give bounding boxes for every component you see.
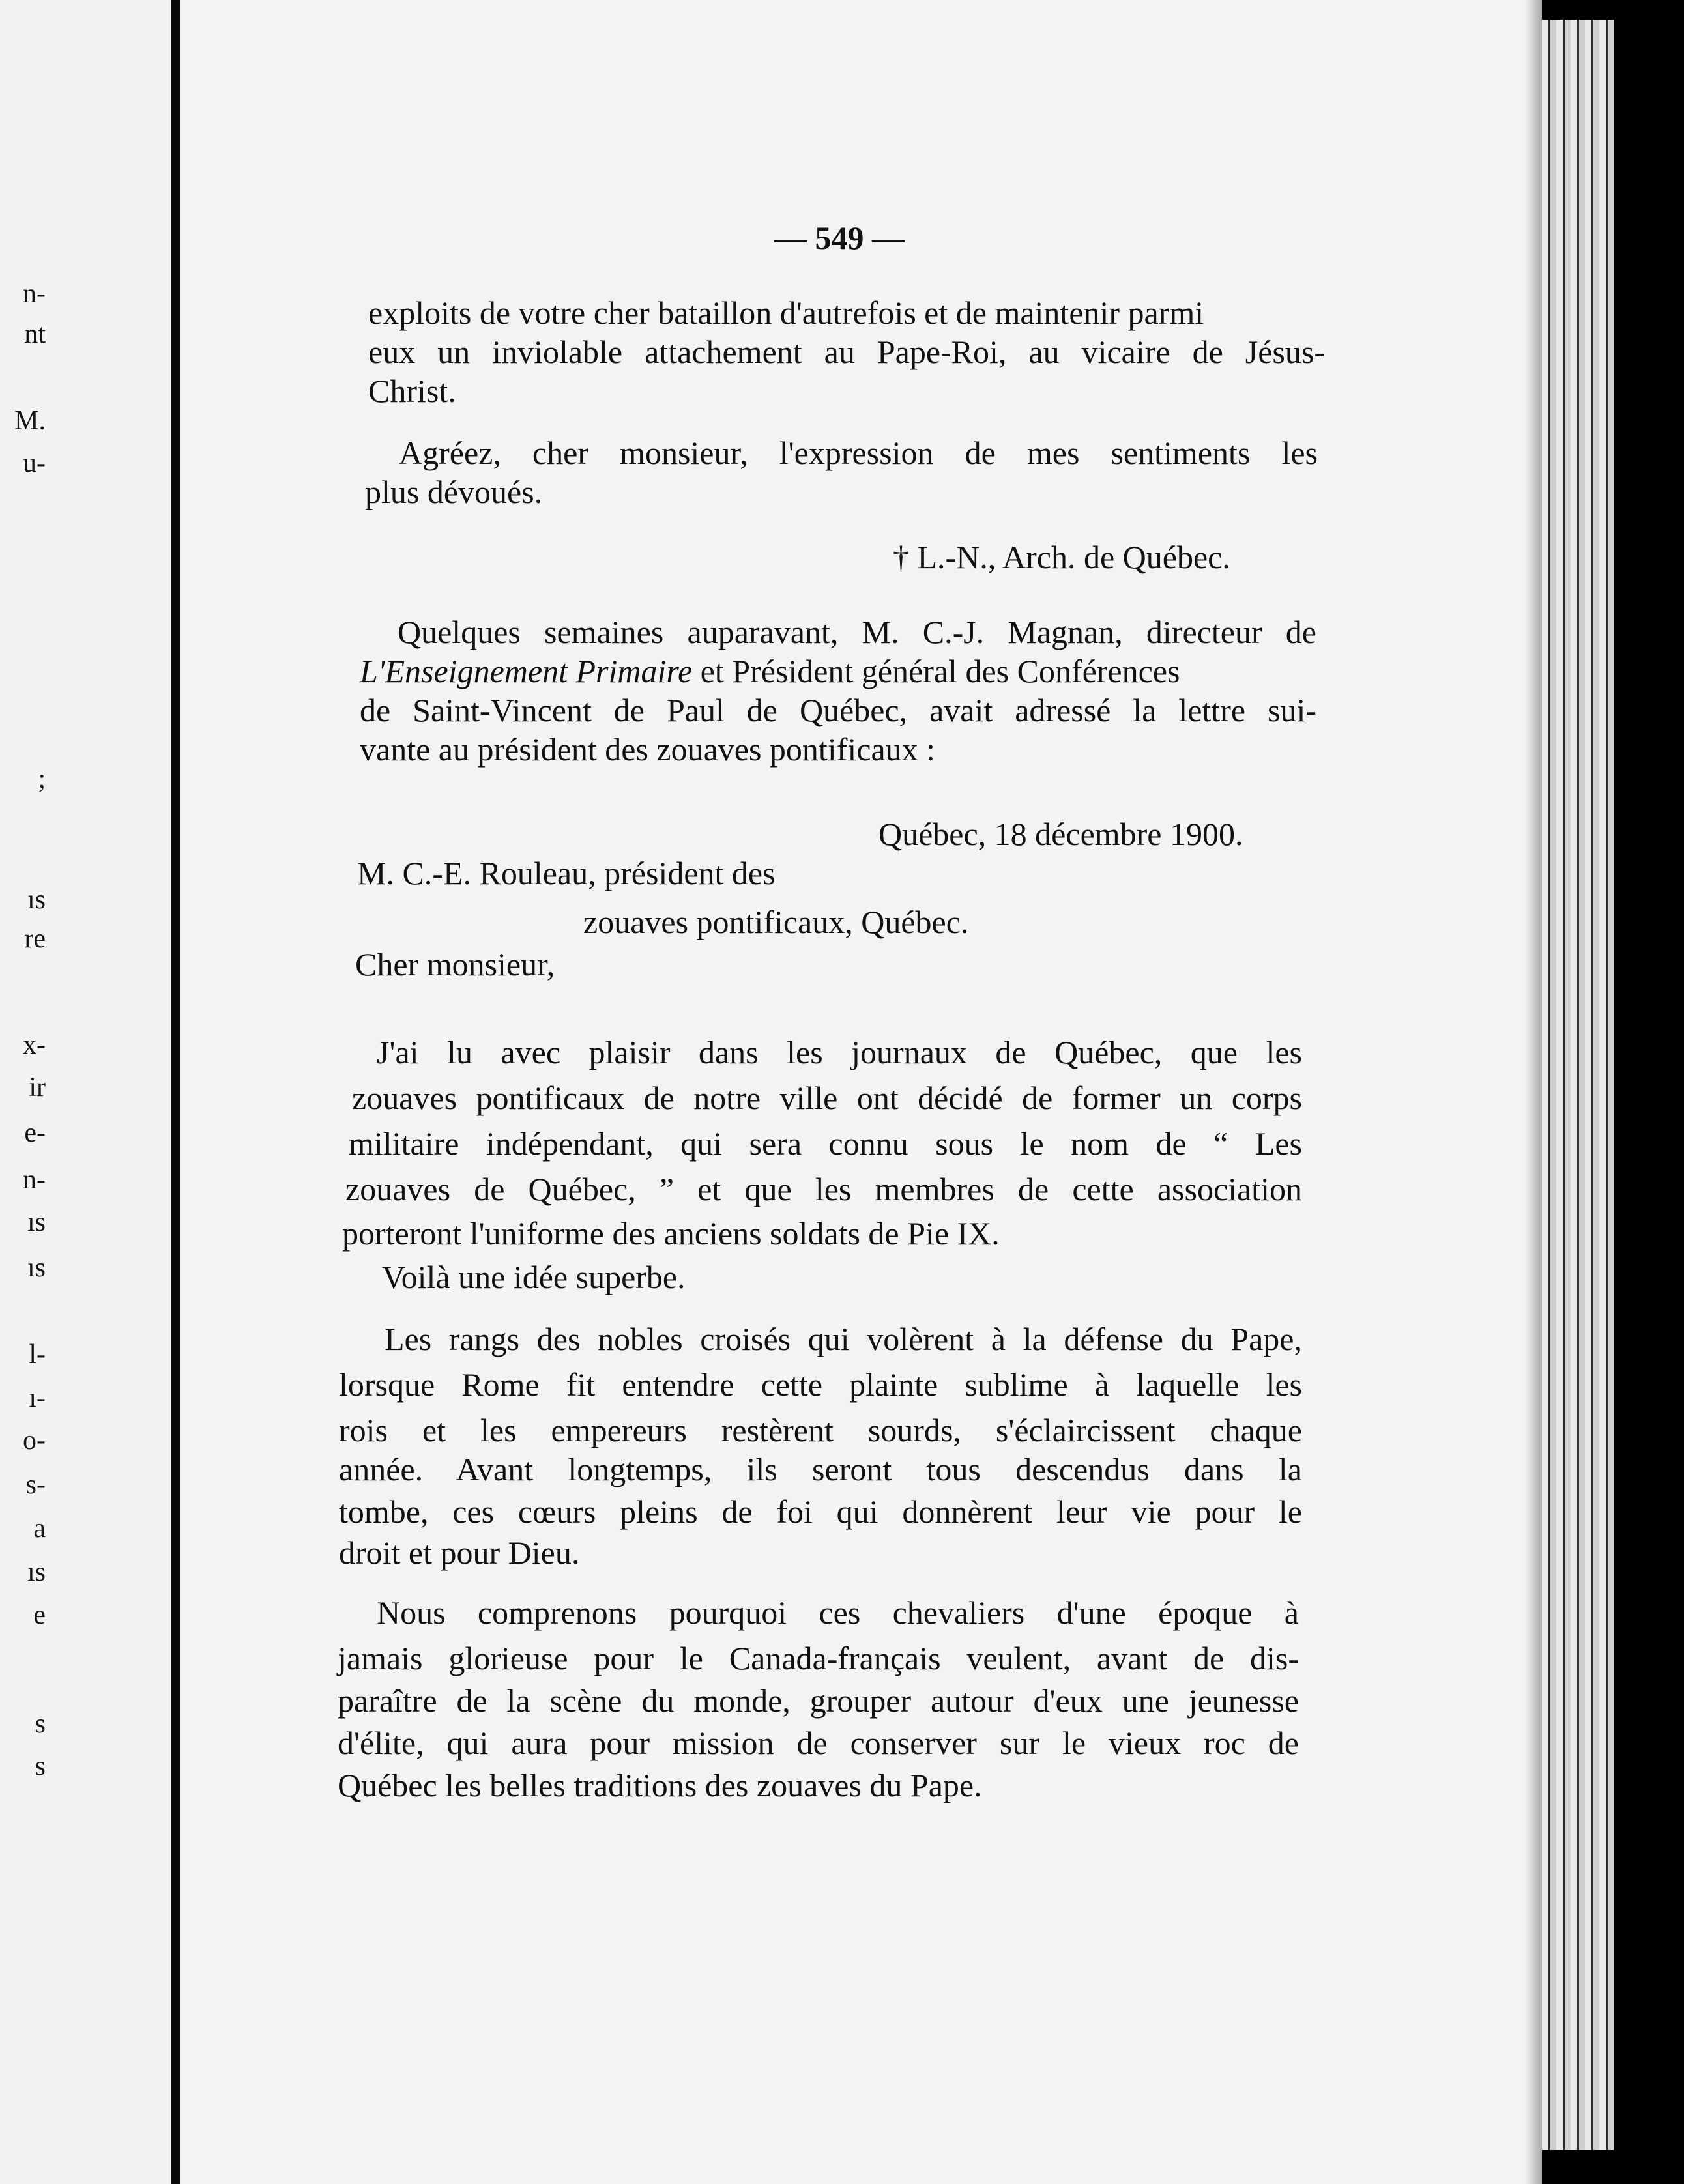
text-line: année. Avant longtemps, ils seront tous descendus dans la [339, 1451, 1302, 1487]
margin-fragment: x- [23, 1030, 46, 1060]
page-number: — 549 — [774, 220, 905, 256]
margin-fragment: ıs [27, 885, 46, 915]
text-line: rois et les empereurs restèrent sourds, s'éclaircissent chaque [339, 1412, 1302, 1448]
text-line: Voilà une idée superbe. [382, 1259, 686, 1295]
text-line: paraître de la scène du monde, grouper autour d'eux une jeunesse [338, 1682, 1299, 1719]
text-line: Nous comprenons pourquoi ces chevaliers d'une époque à [377, 1594, 1299, 1631]
margin-fragment: a [33, 1514, 46, 1544]
text-line: porteront l'uniforme des anciens soldats de Pie IX. [342, 1215, 1000, 1252]
text-line: vante au président des zouaves pontificaux : [360, 731, 936, 768]
publication-title: L'Enseignement Primaire [360, 653, 693, 689]
margin-fragment: ir [29, 1072, 46, 1102]
margin-fragment: s [35, 1709, 46, 1739]
text-line: exploits de votre cher bataillon d'autrefois et de maintenir parmi [368, 295, 1204, 331]
text-line: Les rangs des nobles croisés qui volèrent à la défense du Pape, [385, 1321, 1302, 1357]
text-line: Quelques semaines auparavant, M. C.-J. Magnan, directeur de [398, 614, 1316, 650]
book-fore-edge [1542, 20, 1614, 2150]
margin-fragment: ıs [27, 1207, 46, 1237]
margin-fragment: ıs [27, 1557, 46, 1587]
margin-fragment: nt [24, 319, 46, 349]
addressee-line: M. C.-E. Rouleau, président des [357, 855, 776, 891]
margin-fragment: o- [23, 1426, 46, 1456]
facing-page-edge [0, 0, 180, 2184]
text-line: J'ai lu avec plaisir dans les journaux de Québec, que les [377, 1034, 1302, 1070]
text-line: Christ. [368, 373, 456, 409]
margin-fragment: ıs [27, 1253, 46, 1283]
text-line: de Saint-Vincent de Paul de Québec, avait adressé la lettre sui- [360, 692, 1316, 728]
margin-fragment: e- [24, 1118, 46, 1148]
text-line: zouaves pontificaux de notre ville ont décidé de former un corps [352, 1080, 1302, 1116]
text-line: tombe, ces cœurs pleins de foi qui donnèrent leur vie pour le [339, 1493, 1302, 1530]
margin-fragment: n- [23, 1165, 46, 1195]
text-line: droit et pour Dieu. [339, 1534, 580, 1571]
text-line: d'élite, qui aura pour mission de conserver sur le vieux roc de [338, 1725, 1299, 1761]
margin-fragment: l- [29, 1340, 46, 1370]
text-line: Québec les belles traditions des zouaves du Pape. [338, 1767, 982, 1803]
text-line: lorsque Rome fit entendre cette plainte sublime à laquelle les [339, 1366, 1302, 1403]
margin-fragment: s- [25, 1470, 46, 1500]
margin-fragment: n- [23, 279, 46, 309]
salutation: Cher monsieur, [355, 946, 555, 983]
margin-fragment: re [24, 924, 46, 954]
letter-date: Québec, 18 décembre 1900. [878, 816, 1243, 852]
margin-fragment: u- [23, 448, 46, 478]
text-line: Agréez, cher monsieur, l'expression de mes sentiments les [399, 435, 1318, 471]
text-line: zouaves de Québec, ” et que les membres de cette association [345, 1171, 1302, 1207]
text-line: plus dévoués. [365, 474, 543, 510]
text-line: L'Enseignement Primaire et Président général des Conférences [360, 653, 1180, 689]
margin-fragment: s [35, 1751, 46, 1781]
text-line: eux un inviolable attachement au Pape-Roi, au vicaire de Jésus- [368, 334, 1325, 370]
margin-fragment: M. [14, 406, 46, 436]
signature: † L.-N., Arch. de Québec. [893, 539, 1230, 575]
margin-fragment: ı- [29, 1383, 46, 1413]
text-line: jamais glorieuse pour le Canada-français veulent, avant de dis- [338, 1640, 1299, 1676]
addressee-line: zouaves pontificaux, Québec. [583, 904, 969, 940]
margin-fragment: ; [38, 764, 46, 794]
margin-fragment: e [33, 1600, 46, 1630]
text-line: militaire indépendant, qui sera connu sous le nom de “ Les [349, 1125, 1302, 1162]
